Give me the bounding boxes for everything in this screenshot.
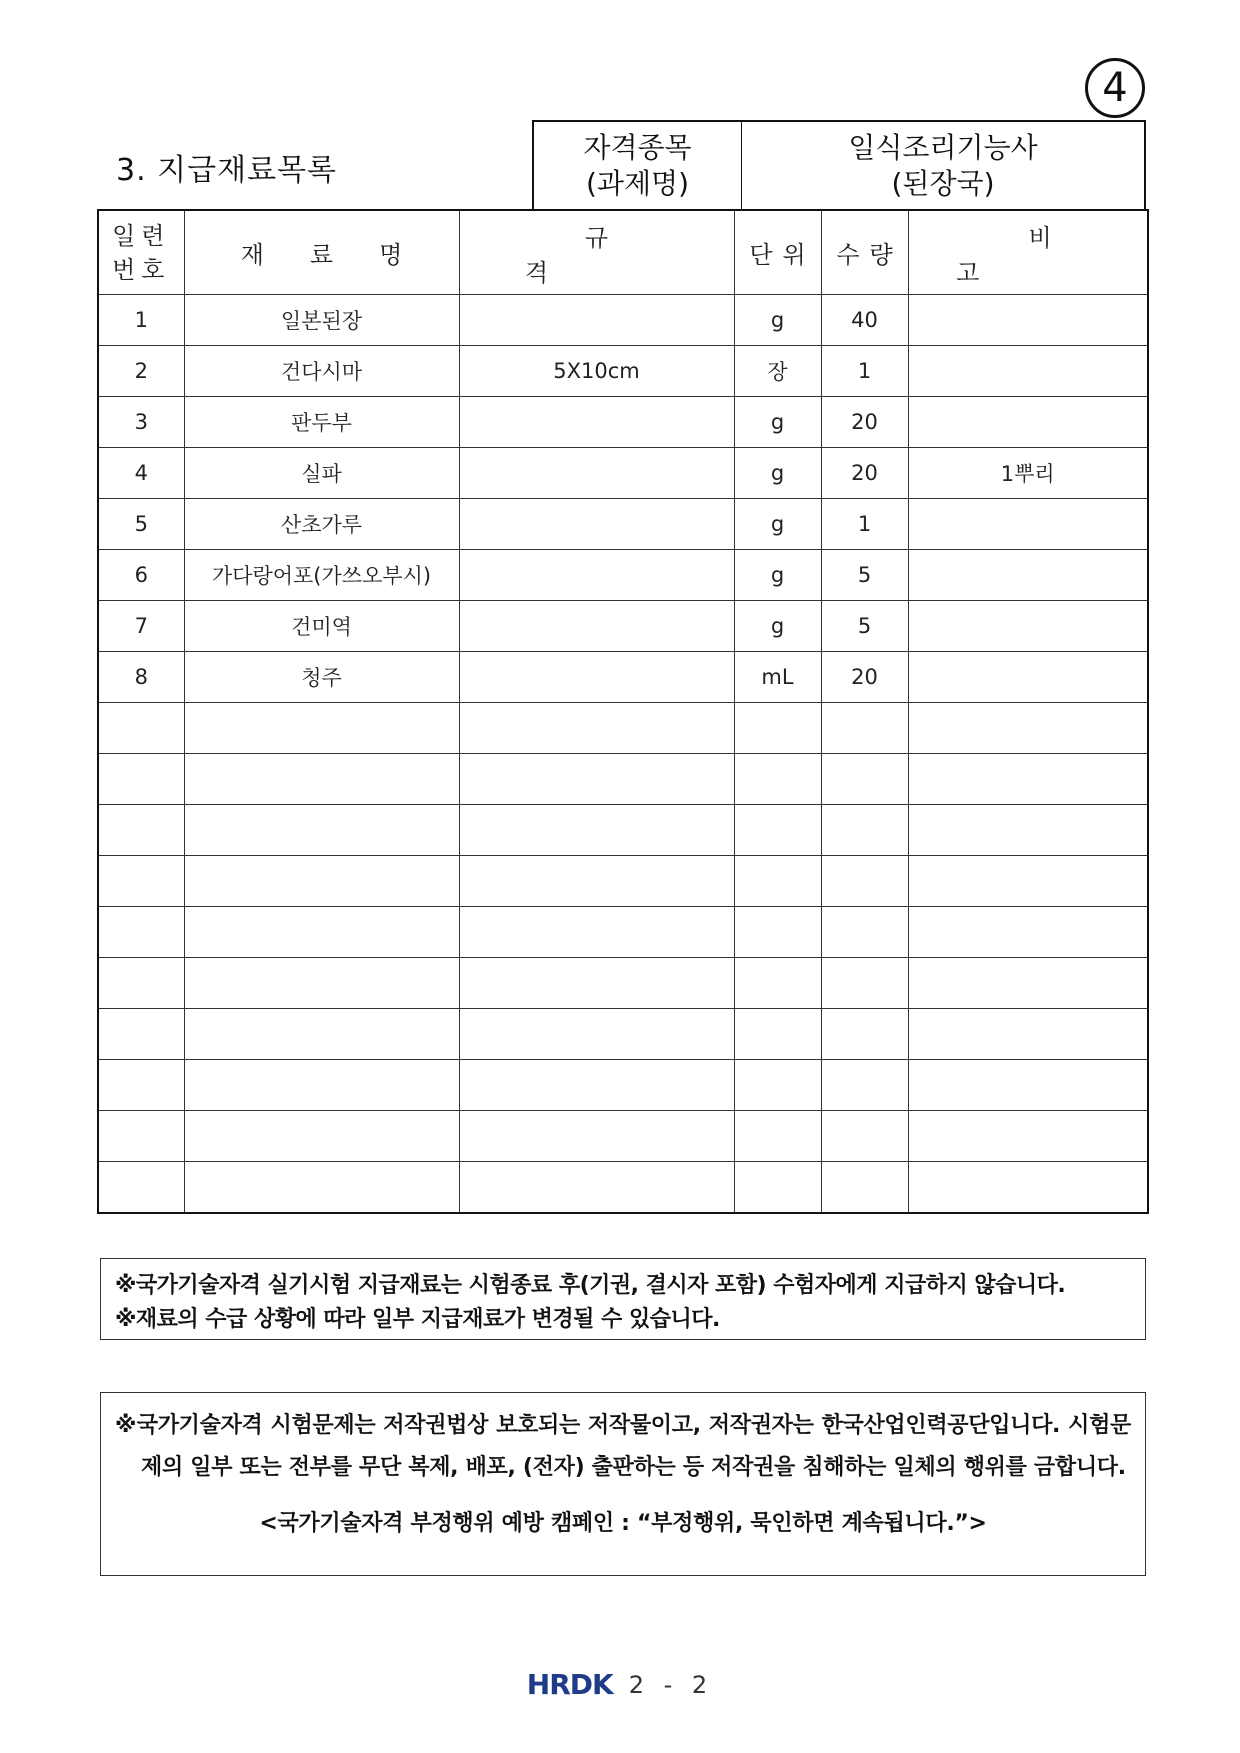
- empty-cell: [459, 958, 734, 1009]
- table-row: [98, 652, 1148, 703]
- cell-material-name: 실파: [184, 448, 459, 499]
- header-serial-number: [98, 210, 184, 295]
- task-value: (된장국): [891, 167, 995, 200]
- header-note: 비고: [908, 210, 1148, 295]
- cell-serial-number: 1: [98, 295, 184, 346]
- cell-material-name: 산초가루: [184, 499, 459, 550]
- table-header-row: [98, 210, 1148, 295]
- cell-serial-number: 4: [98, 448, 184, 499]
- page-number: 2 - 2: [628, 1670, 714, 1699]
- empty-cell: [821, 1162, 908, 1214]
- empty-cell: [98, 856, 184, 907]
- empty-cell: [184, 1111, 459, 1162]
- empty-cell: [908, 754, 1148, 805]
- empty-cell: [459, 805, 734, 856]
- page-marker-circle: [1085, 58, 1145, 118]
- hrdk-logo: HRDK: [526, 1668, 613, 1701]
- empty-cell: [908, 1009, 1148, 1060]
- cell-material-name: 청주: [184, 652, 459, 703]
- empty-cell: [821, 805, 908, 856]
- empty-cell: [821, 754, 908, 805]
- supply-notice-line-1: ※국가기술자격 실기시험 지급재료는 시험종료 후(기권, 결시자 포함) 수험자에게 지급하지 않습니다.: [115, 1273, 1066, 1298]
- cell-material-name: 건미역: [184, 601, 459, 652]
- cell-unit: g: [734, 295, 821, 346]
- empty-cell: [734, 856, 821, 907]
- table-row: [98, 448, 1148, 499]
- header-quantity: 수량: [821, 210, 908, 295]
- cell-unit: mL: [734, 652, 821, 703]
- empty-cell: [734, 958, 821, 1009]
- empty-cell: [908, 907, 1148, 958]
- cell-note: [908, 499, 1148, 550]
- empty-table-row: [98, 958, 1148, 1009]
- empty-table-row: [98, 907, 1148, 958]
- empty-cell: [459, 907, 734, 958]
- empty-cell: [908, 703, 1148, 754]
- cell-material-name: 건다시마: [184, 346, 459, 397]
- cell-material-name: 가다랑어포(가쓰오부시): [184, 550, 459, 601]
- empty-cell: [184, 1060, 459, 1111]
- header-spec: 규격: [459, 210, 734, 295]
- empty-cell: [459, 1111, 734, 1162]
- cell-serial-number: 3: [98, 397, 184, 448]
- empty-cell: [734, 754, 821, 805]
- supply-notice: [100, 1258, 1146, 1340]
- qualification-value-cell: [742, 122, 1144, 210]
- cell-spec: [459, 652, 734, 703]
- header-material-name: 재료명: [184, 210, 459, 295]
- cell-spec: [459, 499, 734, 550]
- empty-cell: [184, 805, 459, 856]
- empty-table-row: [98, 856, 1148, 907]
- empty-table-row: [98, 703, 1148, 754]
- empty-cell: [908, 1111, 1148, 1162]
- page-footer: [0, 1668, 1240, 1701]
- cell-note: [908, 295, 1148, 346]
- empty-cell: [459, 1162, 734, 1214]
- cell-quantity: 5: [821, 550, 908, 601]
- empty-table-row: [98, 1162, 1148, 1214]
- cell-unit: g: [734, 448, 821, 499]
- empty-cell: [184, 907, 459, 958]
- empty-cell: [98, 754, 184, 805]
- empty-table-row: [98, 1060, 1148, 1111]
- cell-note: [908, 346, 1148, 397]
- page-marker: 4: [1102, 65, 1128, 111]
- header-unit: 단위: [734, 210, 821, 295]
- cell-unit: g: [734, 499, 821, 550]
- empty-cell: [184, 1162, 459, 1214]
- empty-cell: [184, 856, 459, 907]
- empty-cell: [459, 856, 734, 907]
- empty-cell: [734, 1060, 821, 1111]
- empty-cell: [821, 703, 908, 754]
- table-row: [98, 346, 1148, 397]
- empty-cell: [98, 907, 184, 958]
- empty-cell: [98, 1060, 184, 1111]
- empty-cell: [821, 1060, 908, 1111]
- cell-serial-number: 8: [98, 652, 184, 703]
- empty-cell: [734, 907, 821, 958]
- empty-cell: [98, 1009, 184, 1060]
- cell-note: 1뿌리: [908, 448, 1148, 499]
- campaign-text: <국가기술자격 부정행위 예방 캠페인 : “부정행위, 묵인하면 계속됩니다.”>: [259, 1511, 987, 1536]
- empty-cell: [821, 907, 908, 958]
- table-row: [98, 601, 1148, 652]
- cell-serial-number: 6: [98, 550, 184, 601]
- cell-serial-number: 2: [98, 346, 184, 397]
- copyright-notice: [100, 1392, 1146, 1576]
- empty-cell: [459, 703, 734, 754]
- header-serial-line1: 일련: [112, 221, 171, 250]
- cell-unit: g: [734, 601, 821, 652]
- empty-cell: [821, 856, 908, 907]
- cell-quantity: 5: [821, 601, 908, 652]
- qualification-label-cell: [534, 122, 742, 210]
- cell-spec: [459, 448, 734, 499]
- qualification-label: 자격종목: [583, 131, 692, 164]
- supply-notice-line-2: ※재료의 수급 상황에 따라 일부 지급재료가 변경될 수 있습니다.: [115, 1307, 720, 1332]
- cell-spec: [459, 601, 734, 652]
- empty-cell: [459, 1060, 734, 1111]
- cell-note: [908, 652, 1148, 703]
- cell-quantity: 40: [821, 295, 908, 346]
- cell-spec: 5X10cm: [459, 346, 734, 397]
- cell-quantity: 20: [821, 448, 908, 499]
- empty-cell: [734, 1111, 821, 1162]
- cell-material-name: 판두부: [184, 397, 459, 448]
- cell-material-name: 일본된장: [184, 295, 459, 346]
- empty-cell: [184, 703, 459, 754]
- empty-cell: [98, 958, 184, 1009]
- empty-cell: [734, 1162, 821, 1214]
- table-row: [98, 397, 1148, 448]
- cell-quantity: 1: [821, 346, 908, 397]
- cell-note: [908, 601, 1148, 652]
- materials-table: [97, 209, 1172, 1214]
- empty-cell: [98, 1162, 184, 1214]
- empty-cell: [184, 958, 459, 1009]
- table-row: [98, 550, 1148, 601]
- section-title: 3. 지급재료목록: [116, 153, 338, 188]
- empty-cell: [908, 805, 1148, 856]
- cell-unit: g: [734, 397, 821, 448]
- header-serial-line2: 번호: [112, 255, 171, 284]
- cell-quantity: 1: [821, 499, 908, 550]
- table-row: [98, 499, 1148, 550]
- table-row: [98, 295, 1148, 346]
- empty-cell: [908, 1162, 1148, 1214]
- empty-cell: [821, 1009, 908, 1060]
- empty-table-row: [98, 805, 1148, 856]
- empty-cell: [908, 1060, 1148, 1111]
- empty-cell: [184, 754, 459, 805]
- cell-unit: g: [734, 550, 821, 601]
- empty-cell: [459, 754, 734, 805]
- cell-spec: [459, 295, 734, 346]
- empty-cell: [98, 1111, 184, 1162]
- cell-spec: [459, 397, 734, 448]
- empty-cell: [908, 856, 1148, 907]
- empty-table-row: [98, 754, 1148, 805]
- cell-spec: [459, 550, 734, 601]
- empty-cell: [821, 958, 908, 1009]
- empty-cell: [734, 703, 821, 754]
- cell-quantity: 20: [821, 397, 908, 448]
- cell-unit: 장: [734, 346, 821, 397]
- cell-serial-number: 5: [98, 499, 184, 550]
- empty-cell: [734, 1009, 821, 1060]
- cell-quantity: 20: [821, 652, 908, 703]
- empty-cell: [821, 1111, 908, 1162]
- cell-note: [908, 550, 1148, 601]
- empty-cell: [98, 703, 184, 754]
- empty-table-row: [98, 1009, 1148, 1060]
- qualification-value: 일식조리기능사: [848, 131, 1038, 164]
- copyright-text: ※국가기술자격 시험문제는 저작권법상 보호되는 저작물이고, 저작권자는 한국산업인력공단입니다. 시험문제의 일부 또는 전부를 무단 복제, 배포, (전자) 출판하는 등 저작권을 침해하는 일체의 행위를 금합니다.: [115, 1413, 1131, 1480]
- empty-cell: [734, 805, 821, 856]
- empty-cell: [184, 1009, 459, 1060]
- cell-note: [908, 397, 1148, 448]
- empty-table-row: [98, 1111, 1148, 1162]
- empty-cell: [459, 1009, 734, 1060]
- task-label: (과제명): [586, 167, 689, 200]
- qualification-header: [532, 120, 1146, 210]
- empty-cell: [98, 805, 184, 856]
- cell-serial-number: 7: [98, 601, 184, 652]
- empty-cell: [908, 958, 1148, 1009]
